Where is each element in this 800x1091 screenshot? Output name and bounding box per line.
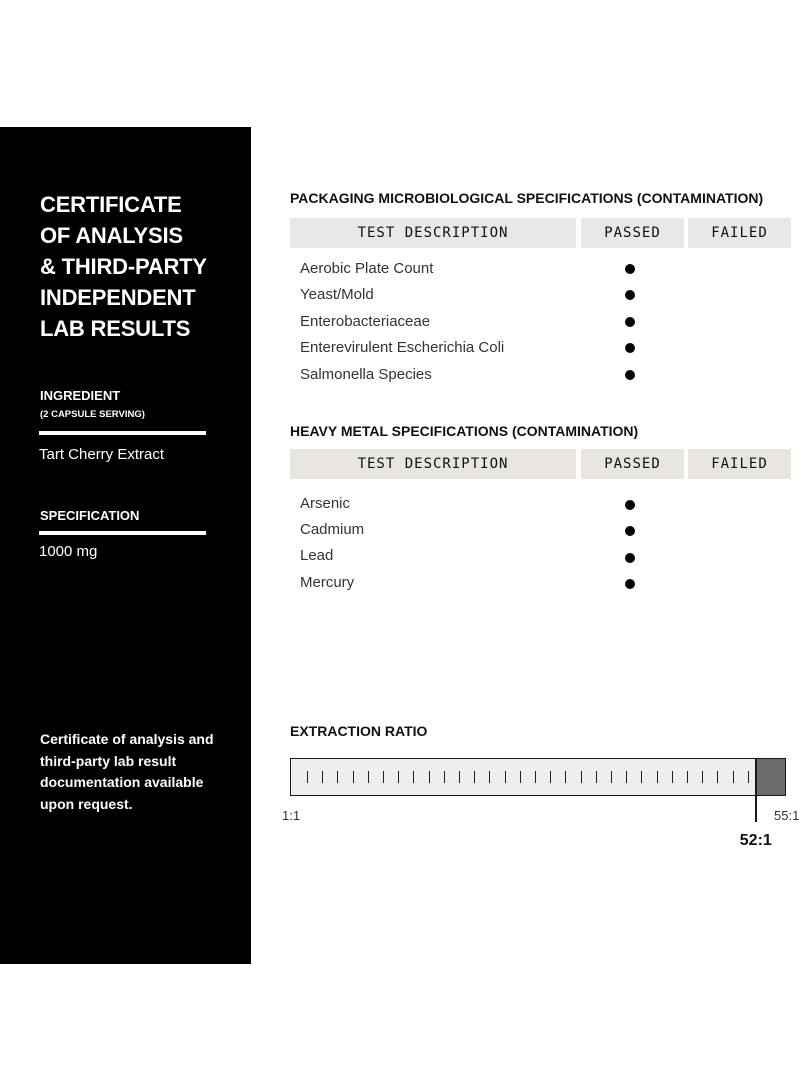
gauge-tick: [565, 771, 566, 783]
gauge-tick: [733, 771, 734, 783]
microbio-header-failed: FAILED: [688, 218, 791, 248]
ingredient-value: Tart Cherry Extract: [39, 446, 165, 463]
passed-indicator: [625, 526, 635, 536]
gauge-tick: [489, 771, 490, 783]
gauge-tick: [353, 771, 354, 783]
gauge-tick: [717, 771, 718, 783]
extraction-section-title: EXTRACTION RATIO: [290, 723, 428, 739]
gauge-tick: [702, 771, 703, 783]
microbio-row-label: Yeast/Mold: [300, 286, 374, 303]
passed-indicator: [625, 264, 635, 274]
passed-indicator: [625, 317, 635, 327]
microbio-section-title: PACKAGING MICROBIOLOGICAL SPECIFICATIONS (CONTAMINATION): [290, 190, 764, 206]
title-line: CERTIFICATE: [40, 192, 182, 217]
gauge-tick: [535, 771, 536, 783]
gauge-tick: [657, 771, 658, 783]
microbio-header-passed: PASSED: [581, 218, 684, 248]
gauge-tick: [505, 771, 506, 783]
gauge-tick: [383, 771, 384, 783]
gauge-tick: [474, 771, 475, 783]
passed-indicator: [625, 343, 635, 353]
gauge-tick: [307, 771, 308, 783]
documentation-note: Certificate of analysis and third-party lab result documentation available upon request.: [40, 731, 214, 812]
passed-indicator: [625, 370, 635, 380]
gauge-tick: [641, 771, 642, 783]
specification-divider: [39, 531, 206, 535]
passed-indicator: [625, 579, 635, 589]
microbio-row-label: Enterevirulent Escherichia Coli: [300, 339, 505, 356]
title-line: INDEPENDENT: [40, 285, 196, 310]
title-line: & THIRD-PARTY: [40, 254, 207, 279]
metals-header-failed: FAILED: [688, 449, 791, 479]
ingredient-sublabel: (2 CAPSULE SERVING): [40, 409, 145, 420]
metals-row-label: Arsenic: [300, 495, 351, 512]
gauge-tick: [748, 771, 749, 783]
microbio-header-description: TEST DESCRIPTION: [290, 218, 576, 248]
metals-section-title: HEAVY METAL SPECIFICATIONS (CONTAMINATION): [290, 423, 639, 439]
title-line: OF ANALYSIS: [40, 223, 183, 248]
passed-indicator: [625, 553, 635, 563]
gauge-tick: [672, 771, 673, 783]
passed-indicator: [625, 290, 635, 300]
ingredient-divider: [39, 431, 206, 435]
metals-row-label: Mercury: [300, 574, 355, 591]
gauge-tick: [520, 771, 521, 783]
metals-row-label: Lead: [300, 547, 334, 564]
extraction-max-label: 55:1: [774, 808, 800, 823]
gauge-tick: [687, 771, 688, 783]
title-line: LAB RESULTS: [40, 316, 191, 341]
gauge-tick: [550, 771, 551, 783]
microbio-row-label: Aerobic Plate Count: [300, 260, 434, 277]
gauge-tick: [581, 771, 582, 783]
gauge-tick: [596, 771, 597, 783]
gauge-tick: [611, 771, 612, 783]
gauge-tick: [337, 771, 338, 783]
extraction-value-label: 52:1: [739, 832, 772, 849]
microbio-row-label: Salmonella Species: [300, 366, 432, 383]
certificate-title: [40, 189, 240, 344]
ingredient-label: INGREDIENT: [40, 388, 121, 403]
gauge-tick: [626, 771, 627, 783]
gauge-tick: [368, 771, 369, 783]
metals-header-passed: PASSED: [581, 449, 684, 479]
microbio-row-label: Enterobacteriaceae: [300, 313, 431, 330]
sidebar-panel: [0, 127, 251, 964]
gauge-tick: [444, 771, 445, 783]
extraction-ratio-remainder: [757, 759, 785, 795]
gauge-tick: [459, 771, 460, 783]
extraction-ratio-gauge: [290, 758, 786, 796]
extraction-min-label: 1:1: [282, 808, 301, 823]
gauge-tick: [322, 771, 323, 783]
passed-indicator: [625, 500, 635, 510]
extraction-ratio-marker: [755, 758, 757, 822]
metals-header-description: TEST DESCRIPTION: [290, 449, 576, 479]
gauge-tick: [429, 771, 430, 783]
gauge-tick: [398, 771, 399, 783]
gauge-tick: [413, 771, 414, 783]
specification-label: SPECIFICATION: [40, 508, 140, 523]
specification-value: 1000 mg: [39, 543, 98, 560]
metals-row-label: Cadmium: [300, 521, 365, 538]
